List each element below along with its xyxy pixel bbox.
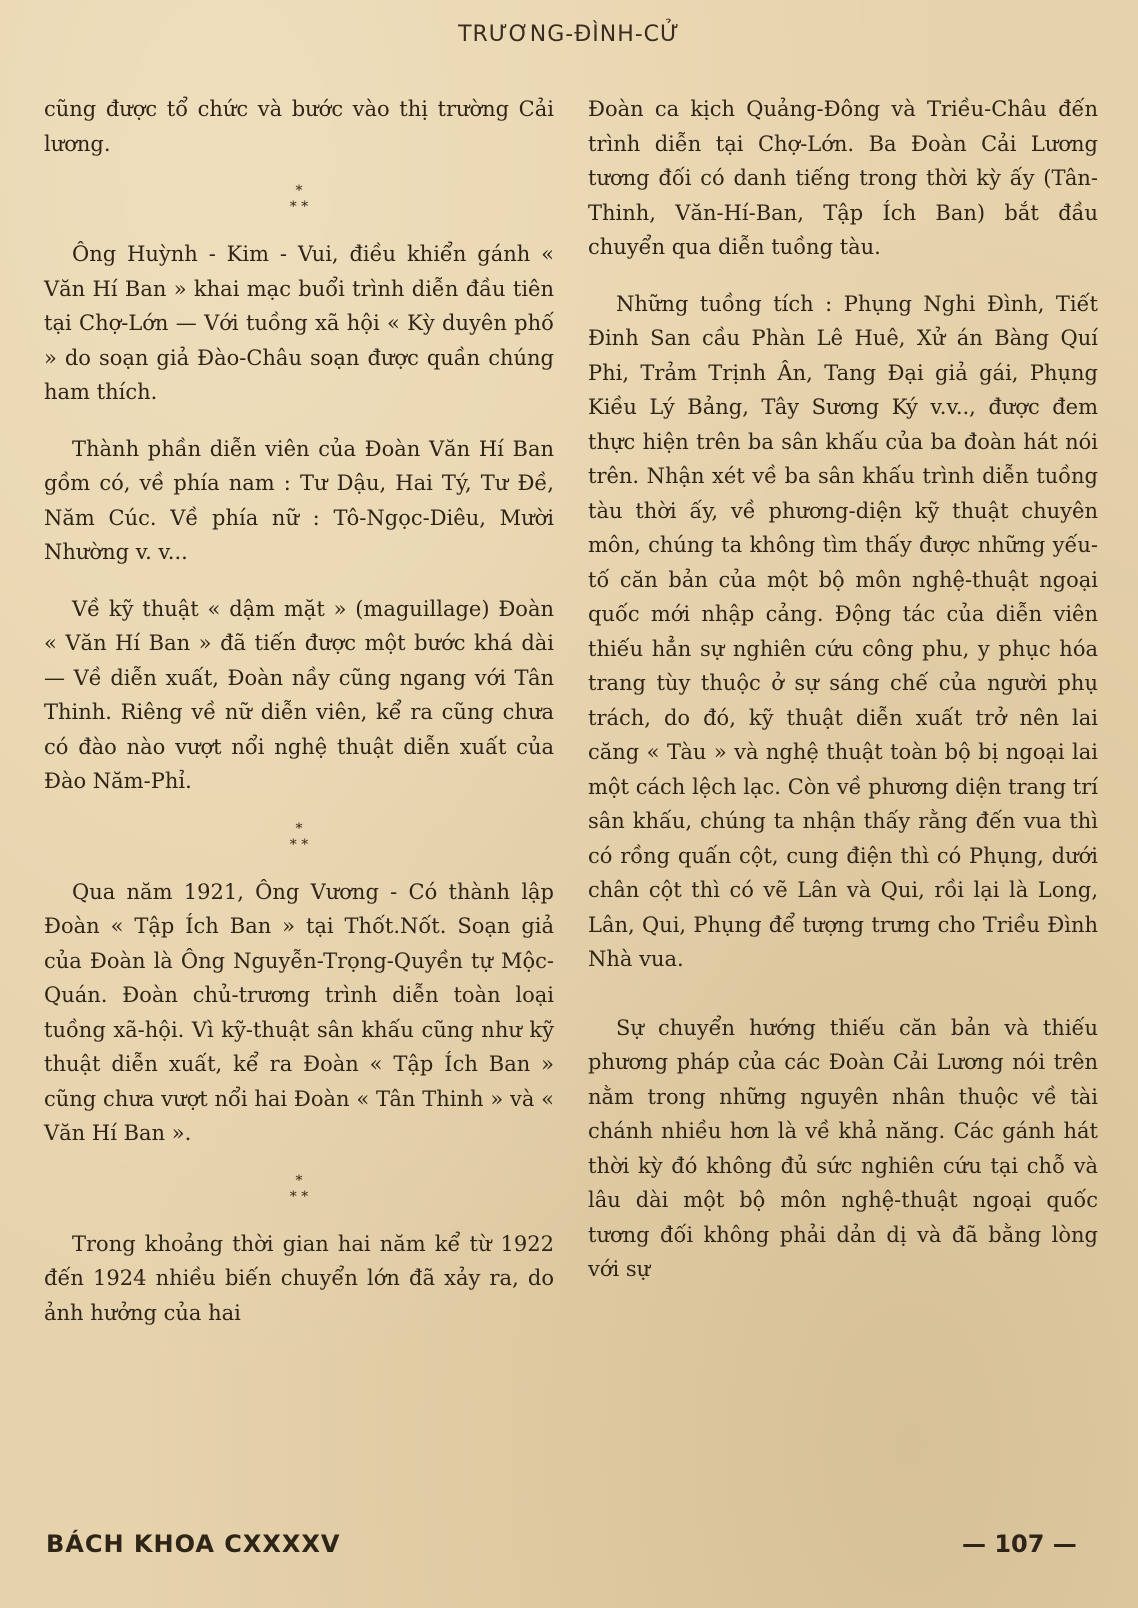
left-column: [44, 92, 554, 1330]
section-divider-asterisks: * * *: [289, 183, 309, 215]
paragraph: Những tuồng tích : Phụng Nghi Đình, Tiết Đinh San cầu Phàn Lê Huê, Xử án Bàng Quí Phi, Trảm Trịnh Ân, Tang Đại giả gái, Phụng Kiều Lý Bảng, Tây Sương Ký v.v.., được đem thực hiện trên ba sân khấu của ba đoàn hát nói trên. Nhận xét về ba sân khấu trình diễn tuồng tàu thời ấy, về phương-diện kỹ thuật chuyên môn, chúng ta không tìm thấy được những yếu-tố căn bản của một bộ môn nghệ-thuật ngoại quốc mới nhập cảng. Động tác của diễn viên thiếu hẳn sự nghiên cứu công phu, y phục hóa trang tùy thuộc ở sự sáng chế của người phụ trách, do đó, kỹ thuật diễn xuất trở nên lai căng « Tàu » và nghệ thuật toàn bộ bị ngoại lai một cách lệch lạc. Còn về phương diện trang trí sân khấu, chúng ta nhận thấy rằng đến vua thì có rồng quấn cột, cung điện thì có Phụng, dưới chân cột thì có vẽ Lân và Qui, rồi lại là Long, Lân, Qui, Phụng để tượng trưng cho Triều Đình Nhà vua.: [588, 291, 1098, 971]
right-column: [588, 92, 1098, 1287]
section-divider-asterisks: * * *: [289, 1172, 309, 1205]
page-number: — 107 —: [962, 1530, 1077, 1558]
paragraph: Qua năm 1921, Ông Vương - Có thành lập Đoàn « Tập Ích Ban » tại Thốt.Nốt. Soạn giả của Đoàn là Ông Nguyễn-Trọng-Quyền tự Mộc-Quán. Đoàn chủ-trương trình diễn toàn loại tuồng xã-hội. Vì kỹ-thuật sân khấu cũng như kỹ thuật diễn xuất, kể ra Đoàn « Tập Ích Ban » cũng chưa vượt nổi hai Đoàn « Tân Thinh » và « Văn Hí Ban ».: [44, 879, 554, 1145]
section-divider-asterisks: * * *: [289, 820, 309, 853]
publication-name: BÁCH KHOA CXXXXV: [46, 1530, 341, 1558]
paragraph: cũng được tổ chức và bước vào thị trường Cải lương.: [44, 97, 554, 156]
paragraph: Đoàn ca kịch Quảng-Đông và Triều-Châu đến trình diễn tại Chợ-Lớn. Ba Đoàn Cải Lương tương đối có danh tiếng trong thời kỳ ấy (Tân-Thinh, Văn-Hí-Ban, Tập Ích Ban) bắt đầu chuyển qua diễn tuồng tàu.: [588, 97, 1098, 259]
paragraph: Ông Huỳnh - Kim - Vui, điều khiển gánh « Văn Hí Ban » khai mạc buổi trình diễn đầu tiên tại Chợ-Lớn — Với tuồng xã hội « Kỳ duyên phố » do soạn giả Đào-Châu soạn được quần chúng ham thích.: [44, 242, 554, 404]
paragraph: Trong khoảng thời gian hai năm kể từ 1922 đến 1924 nhiều biến chuyển lớn đã xảy ra, do ảnh hưởng của hai: [44, 1231, 554, 1325]
paragraph: Sự chuyển hướng thiếu căn bản và thiếu phương pháp của các Đoàn Cải Lương nói trên nằm trong những nguyên nhân thuộc về tài chánh nhiều hơn là về khả năng. Các gánh hát thời kỳ đó không đủ sức nghiên cứu tại chỗ và lâu dài một bộ môn nghệ-thuật ngoại quốc tương đối không phải dản dị và đã bằng lòng với sự: [588, 1015, 1098, 1281]
running-header: TRƯƠNG-ĐÌNH-CỬ: [458, 22, 680, 47]
paragraph: Thành phần diễn viên của Đoàn Văn Hí Ban gồm có, về phía nam : Tư Dậu, Hai Tý, Tư Đề, Năm Cúc. Về phía nữ : Tô-Ngọc-Diêu, Mười Nhường v. v...: [44, 436, 554, 564]
paragraph: Về kỹ thuật « dậm mặt » (maguillage) Đoàn « Văn Hí Ban » đã tiến được một bước khá dài — Về diễn xuất, Đoàn nầy cũng ngang với Tân Thinh. Riêng về nữ diễn viên, kể ra cũng chưa có đào nào vượt nổi nghệ thuật diễn xuất của Đào Năm-Phỉ.: [44, 596, 554, 793]
